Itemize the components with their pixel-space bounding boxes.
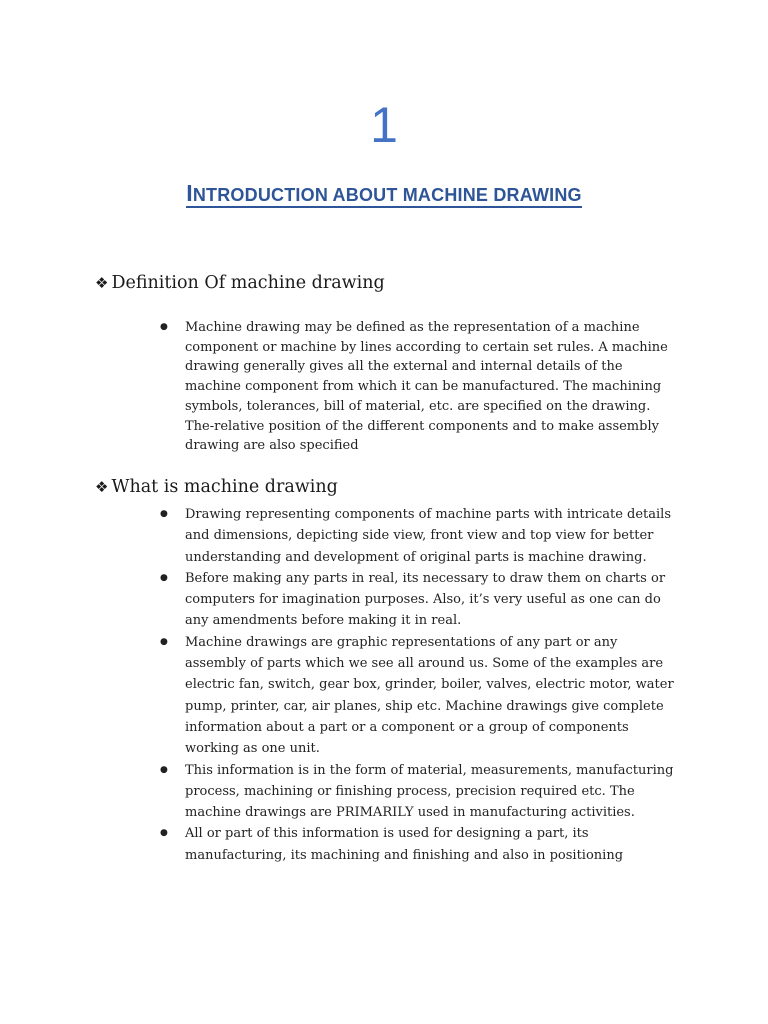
list-item bbox=[160, 760, 680, 824]
bullet-dot-icon: ● bbox=[160, 509, 168, 519]
chapter-title-rest: NTRODUCTION ABOUT MACHINE DRAWING bbox=[192, 185, 582, 205]
bullet-dot-icon: ● bbox=[160, 322, 168, 332]
section-heading-what-is bbox=[95, 475, 338, 499]
four-diamond-icon: ❖ bbox=[95, 274, 109, 292]
list-item-text: This information is in the form of material, measurements, manufacturing process, machining or finishing process, precision required etc. The machine drawings are PRIMARILY used in manufacturing activities. bbox=[185, 762, 674, 821]
section-heading-text: What is machine drawing bbox=[111, 477, 338, 497]
list-item-text: Machine drawings are graphic representations of any part or any assembly of parts which we see all around us. Some of the examples are electric fan, switch, gear box, grinder, boiler, valves, electric motor, water pump, printer, car, air planes, ship etc. Machine drawings give complete information about a part or a component or a group of components working as one unit. bbox=[185, 634, 674, 757]
section-heading-text: Definition Of machine drawing bbox=[111, 273, 385, 293]
chapter-title bbox=[0, 178, 768, 210]
chapter-number: 1 bbox=[370, 97, 398, 153]
list-item bbox=[160, 318, 680, 456]
definition-bullet-list bbox=[160, 318, 680, 456]
list-item bbox=[160, 823, 680, 866]
list-item-text: Before making any parts in real, its necessary to draw them on charts or computers for imagination purposes. Also, it’s very useful as one can do any amendments before making it in real. bbox=[185, 570, 666, 629]
list-item-text: Machine drawing may be defined as the representation of a machine component or machine by lines according to certain set rules. A machine drawing generally gives all the external and internal details of the machine component from which it can be manufactured. The machining symbols, tolerances, bill of material, etc. are specified on the drawing. The-relative position of the different components and to make assembly drawing are also specified bbox=[185, 320, 668, 454]
bullet-dot-icon: ● bbox=[160, 764, 168, 775]
list-item-text: All or part of this information is used for designing a part, its manufacturing, its machining and finishing and also in positioning bbox=[185, 826, 624, 863]
list-item bbox=[160, 504, 680, 568]
list-item bbox=[160, 568, 680, 632]
chapter-title-underlined bbox=[186, 180, 582, 208]
what-is-bullet-list bbox=[160, 504, 680, 866]
bullet-dot-icon: ● bbox=[160, 636, 168, 647]
bullet-dot-icon: ● bbox=[160, 828, 168, 839]
four-diamond-icon: ❖ bbox=[95, 478, 109, 496]
list-item bbox=[160, 632, 680, 760]
chapter-title-initial: I bbox=[186, 180, 193, 206]
section-heading-definition bbox=[95, 271, 385, 295]
bullet-dot-icon: ● bbox=[160, 572, 168, 583]
list-item-text: Drawing representing components of machine parts with intricate details and dimensions, depicting side view, front view and top view for better understanding and development of original parts is machine drawing. bbox=[185, 507, 672, 565]
